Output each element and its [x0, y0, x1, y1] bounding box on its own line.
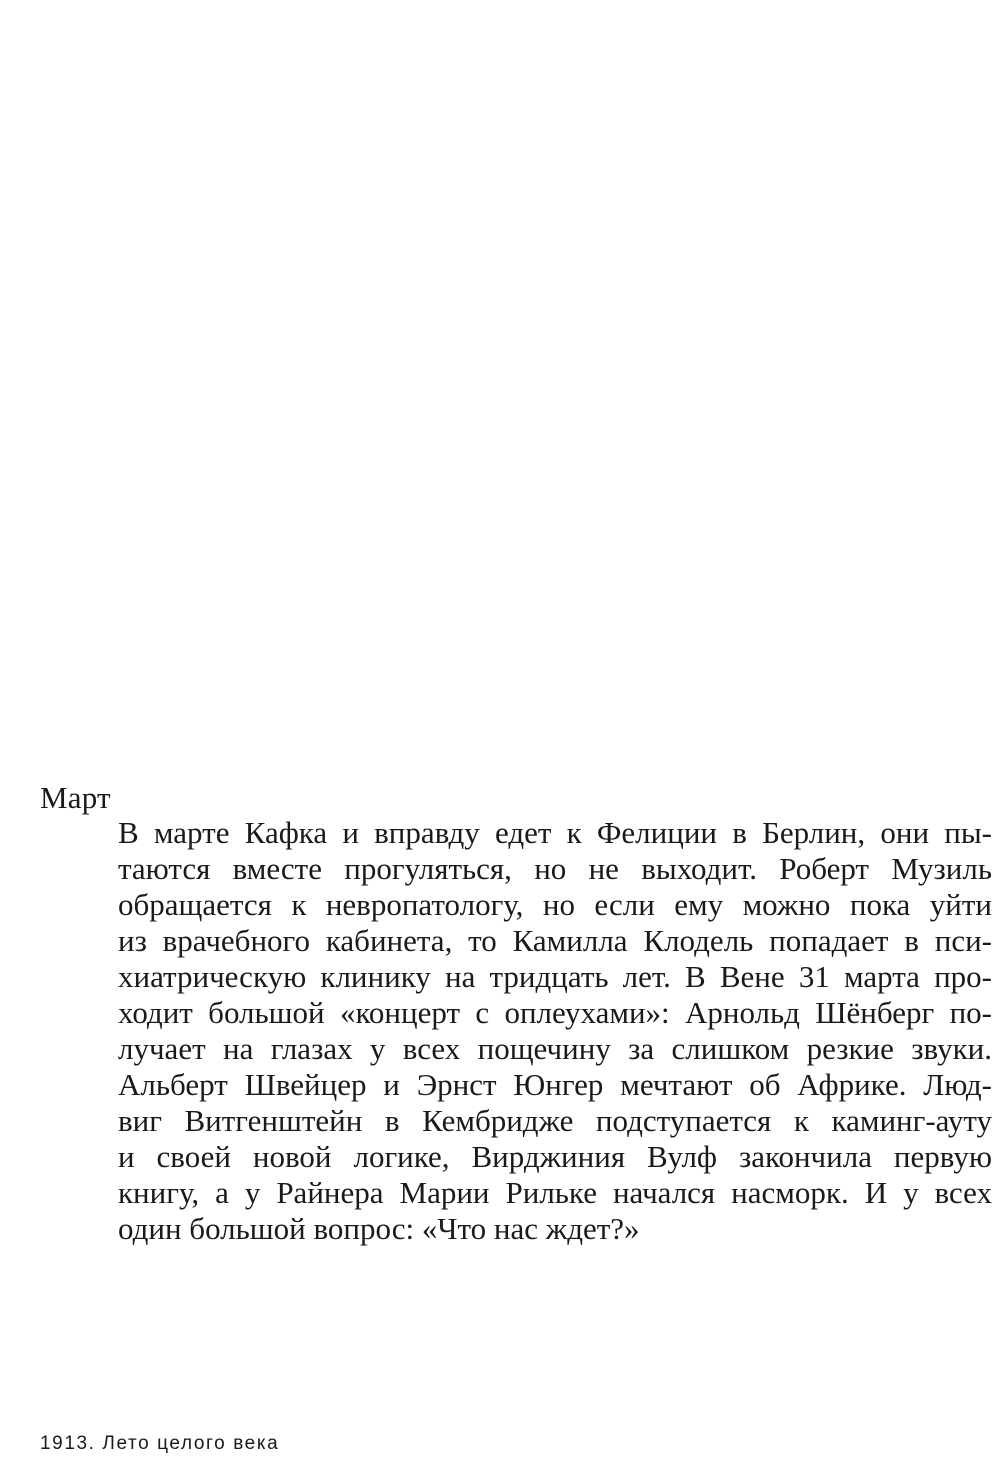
paragraph-line: книгу, а у Райнера Марии Рильке начался насморк. И у всех [118, 1175, 992, 1210]
chapter-title: Март [40, 780, 111, 815]
paragraph-line: лучает на глазах у всех пощечину за слишком резкие звуки. [118, 1031, 992, 1066]
paragraph-line: В марте Кафка и вправду едет к Фелиции в Берлин, они пы- [118, 815, 992, 850]
paragraph-line: виг Витгенштейн в Кембридже подступается к каминг-ауту [118, 1103, 992, 1138]
running-footer: 1913. Лето целого века [40, 1433, 280, 1454]
paragraph-line: и своей новой логике, Вирджиния Вулф закончила первую [118, 1139, 992, 1174]
paragraph-line: обращается к невропатологу, но если ему можно пока уйти [118, 887, 992, 922]
paragraph-line: таются вместе прогуляться, но не выходит. Роберт Музиль [118, 851, 992, 886]
paragraph-line: ходит большой «концерт с оплеухами»: Арнольд Шёнберг по- [118, 995, 992, 1030]
body-paragraph [118, 815, 992, 1247]
paragraph-line: хиатрическую клинику на тридцать лет. В Вене 31 марта про- [118, 959, 992, 994]
paragraph-line: Альберт Швейцер и Эрнст Юнгер мечтают об Африке. Люд- [118, 1067, 992, 1102]
paragraph-line-last: один большой вопрос: «Что нас ждет?» [118, 1211, 640, 1246]
paragraph-line: из врачебного кабинета, то Камилла Клодель попадает в пси- [118, 923, 992, 958]
